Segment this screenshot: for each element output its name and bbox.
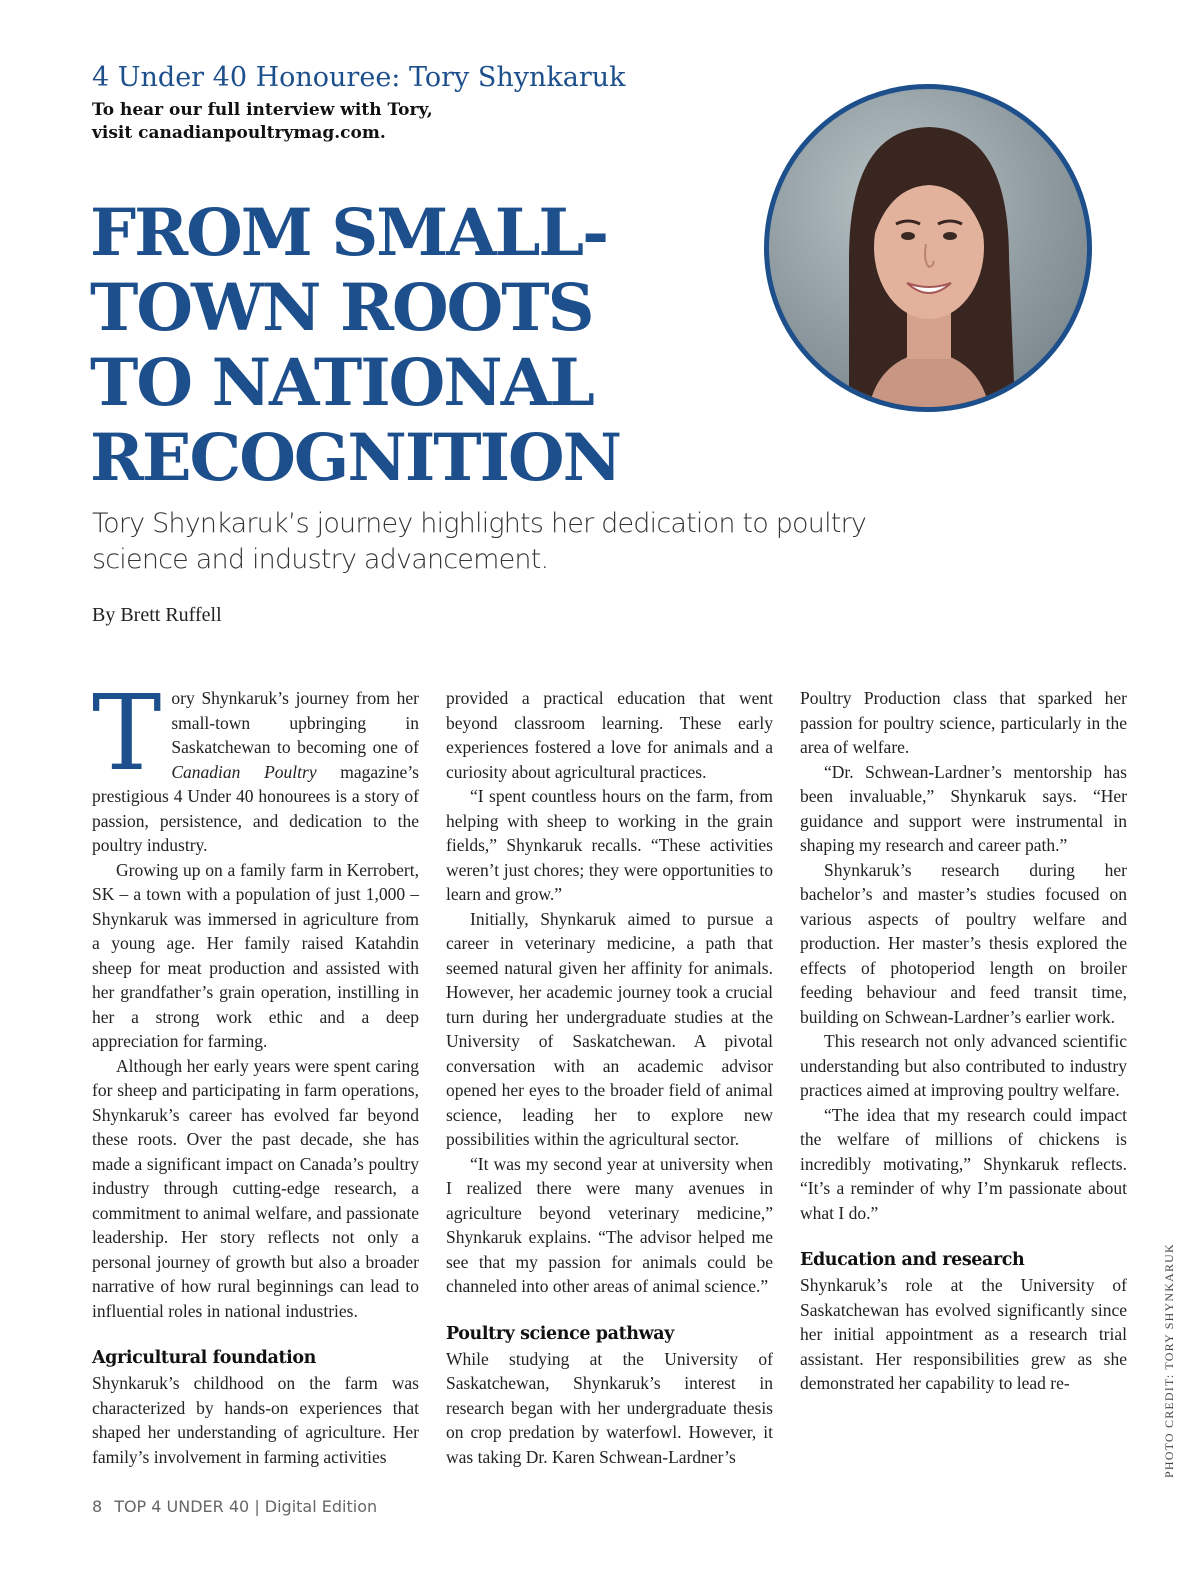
- body-paragraph: Initially, Shynkaruk aimed to pursue a career in veterinary medicine, a path that seemed natural given her affinity for animals. However, her academic journey took a crucial turn during her undergraduate studies at the University of Saskatchewan. A pivotal conversation with an academic advisor opened her eyes to the broader field of animal science, leading her to explore new possibilities within the agricultural sector.: [446, 908, 773, 1149]
- headline-line: TO NATIONAL: [90, 345, 593, 421]
- body-paragraph: “The idea that my research could impact the welfare of millions of chickens is incredibly motivating,” Shynkaruk reflects. “It’s a reminder of why I’m passionate about what I do.”: [800, 1104, 1127, 1223]
- promo-link-line[interactable]: visit canadianpoultrymag.com.: [92, 123, 386, 143]
- magazine-title: Canadian Poultry: [171, 761, 317, 782]
- portrait-illustration: [769, 89, 1087, 407]
- body-paragraph: provided a practical education that went beyond classroom learning. These early experiences fostered a love for animals and a curiosity about agricultural practices.: [446, 688, 773, 782]
- body-paragraph: Growing up on a family farm in Kerrobert, SK – a town with a population of just 1,000 – Shynkaruk was immersed in agriculture from a young age. Her family raised Katahdin sheep for meat production and assisted with her grandfather’s grain operation, instilling in her a strong work ethic and a deep appreciation for farming.: [92, 859, 419, 1051]
- body-paragraph: Shynkaruk’s research during her bachelor’s and master’s studies focused on various aspects of poultry welfare and production. Her master’s thesis explored the effects of photoperiod length on broiler feeding behaviour and feed transit time, building on Schwean-Lardner’s earlier work.: [800, 859, 1127, 1027]
- section-heading: Agricultural foundation: [92, 1348, 316, 1368]
- promo-line: To hear our full interview with Tory,: [92, 100, 433, 120]
- intro-text-end: magazine’s prestigious 4 Under 40 honourees is a story of passion, persistence, and dedication to the poultry industry.: [92, 761, 419, 855]
- headline: [90, 196, 730, 496]
- body-paragraph: Although her early years were spent caring for sheep and participating in farm operations, Shynkaruk’s career has evolved far beyond these roots. Over the past decade, she has made a significant impact on Canada’s poultry industry through cutting-edge research, a commitment to animal welfare, and passionate leadership. Her story reflects not only a personal journey of growth but also a broader narrative of how rural beginnings can lead to influential roles in national industries.: [92, 1055, 419, 1321]
- body-paragraph: “I spent countless hours on the farm, from helping with sheep to working in the grain fields,” Shynkaruk recalls. “These activities weren’t just chores; they were opportunities to learn and grow.”: [446, 786, 773, 904]
- article-column-2: [446, 686, 773, 1469]
- headline-line: RECOGNITION: [90, 420, 621, 496]
- body-paragraph: While studying at the University of Saskatchewan, Shynkaruk’s interest in research began with her undergraduate thesis on crop predation by waterfowl. However, it was taking Dr. Karen Schwean-Lardner’s: [446, 1348, 773, 1467]
- portrait-photo: [764, 84, 1092, 412]
- photo-credit: PHOTO CREDIT: TORY SHYNKARUK: [1162, 1243, 1176, 1478]
- interview-promo: [92, 99, 433, 145]
- body-paragraph: Shynkaruk’s role at the University of Saskatchewan has evolved significantly since her initial appointment as a research trial assistant. Her responsibilities grew as she demonstrated her capability to lead re-: [800, 1275, 1127, 1393]
- article-column-3: [800, 686, 1127, 1396]
- kicker: 4 Under 40 Honouree: Tory Shynkaruk: [92, 62, 626, 93]
- section-heading: Education and research: [800, 1250, 1025, 1270]
- publication-name: TOP 4 UNDER 40 | Digital Edition: [114, 1497, 378, 1516]
- section-heading: Poultry science pathway: [446, 1323, 674, 1344]
- page-footer: [92, 1497, 389, 1516]
- byline: By Brett Ruffell: [92, 604, 222, 626]
- body-paragraph: This research not only advanced scientific understanding but also contributed to industry practices aimed at improving poultry welfare.: [800, 1031, 1127, 1100]
- intro-text: ory Shynkaruk’s journey from her small-town upbringing in Saskatchewan to becoming one of: [171, 688, 419, 757]
- intro-paragraph: [92, 672, 419, 858]
- body-paragraph: “Dr. Schwean-Lardner’s mentorship has been invaluable,” Shynkaruk says. “Her guidance and support were instrumental in shaping my research and career path.”: [800, 761, 1127, 855]
- headline-line: TOWN ROOTS: [90, 270, 593, 346]
- article-column-1: [92, 672, 419, 1469]
- page-number: 8: [92, 1497, 103, 1516]
- body-paragraph: Poultry Production class that sparked her passion for poultry science, particularly in the area of welfare.: [800, 688, 1127, 757]
- article-deck: Tory Shynkaruk’s journey highlights her dedication to poultry science and industry advancement.: [92, 508, 867, 575]
- body-paragraph: Shynkaruk’s childhood on the farm was characterized by hands-on experiences that shaped her understanding of agriculture. Her family’s involvement in farming activities: [92, 1373, 419, 1467]
- headline-line: FROM SMALL-: [90, 195, 608, 271]
- body-paragraph: “It was my second year at university when I realized there were many avenues in agriculture beyond veterinary medicine,” Shynkaruk explains. “The advisor helped me see that my passion for animals could be channeled into other areas of animal science.”: [446, 1153, 773, 1296]
- drop-cap: T: [92, 672, 162, 794]
